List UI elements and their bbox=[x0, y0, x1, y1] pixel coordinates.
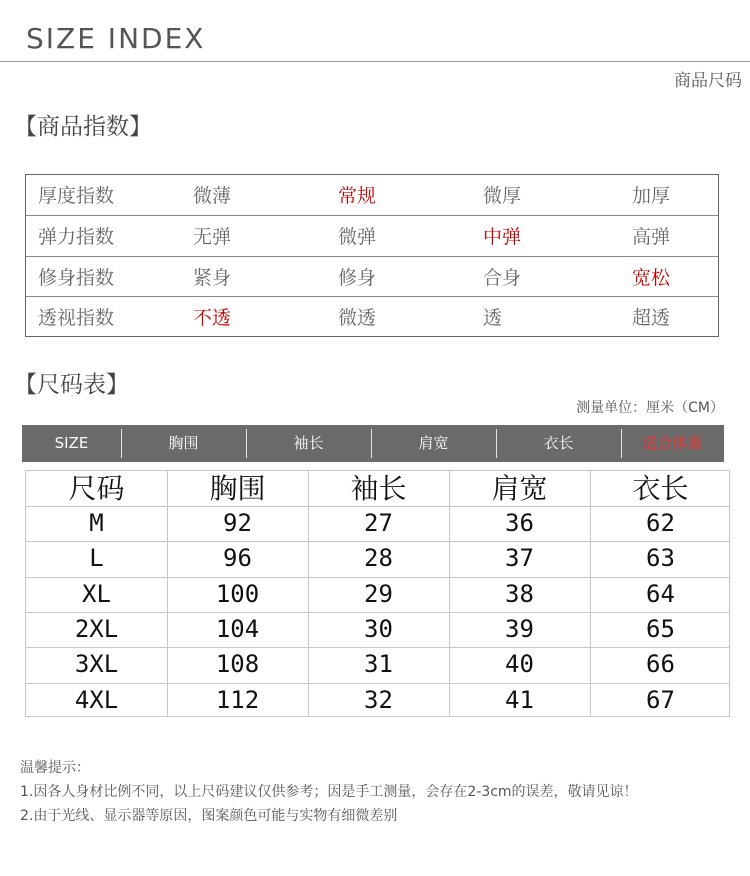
table-cell: 39 bbox=[505, 614, 534, 643]
bar-header-0: SIZE bbox=[54, 434, 89, 452]
size-section-heading: 【尺码表】 bbox=[14, 372, 129, 398]
table-cell: M bbox=[89, 509, 104, 537]
bar-header-5: 适合体重 bbox=[642, 434, 703, 452]
index-option: 微薄 bbox=[193, 185, 232, 207]
index-row bbox=[26, 256, 718, 297]
index-option: 合身 bbox=[483, 267, 522, 289]
index-option: 微透 bbox=[338, 307, 377, 329]
size-col-header: 袖长 bbox=[350, 472, 407, 505]
table-cell: 100 bbox=[215, 579, 260, 608]
table-cell: 27 bbox=[364, 509, 393, 537]
index-row bbox=[26, 215, 718, 256]
col-divider bbox=[590, 471, 591, 716]
index-option: 紧身 bbox=[193, 267, 232, 289]
index-row-label: 修身指数 bbox=[38, 267, 115, 289]
table-row bbox=[26, 683, 729, 718]
table-row bbox=[26, 612, 729, 647]
size-col-header: 胸围 bbox=[209, 472, 266, 505]
bar-header-1: 胸围 bbox=[168, 434, 199, 452]
index-option: 超透 bbox=[632, 307, 671, 329]
index-option: 无弹 bbox=[193, 226, 232, 248]
table-cell: 112 bbox=[215, 685, 260, 714]
index-option-selected: 常规 bbox=[338, 185, 377, 207]
title-divider bbox=[0, 61, 750, 62]
table-cell: 3XL bbox=[74, 650, 119, 679]
product-index-table bbox=[25, 174, 719, 337]
table-cell: XL bbox=[82, 579, 111, 608]
index-option-selected: 中弹 bbox=[483, 226, 522, 248]
table-cell: 66 bbox=[646, 650, 675, 679]
col-divider bbox=[449, 471, 450, 716]
table-cell: 36 bbox=[505, 509, 534, 537]
note-line-2: 2.由于光线、显示器等原因，图案颜色可能与实物有细微差别 bbox=[20, 808, 398, 824]
notes bbox=[20, 756, 638, 828]
index-option: 修身 bbox=[338, 267, 377, 289]
size-chart-table bbox=[25, 470, 730, 717]
size-col-header: 肩宽 bbox=[491, 472, 548, 505]
table-cell: 28 bbox=[364, 544, 393, 573]
index-row-label: 弹力指数 bbox=[38, 226, 115, 248]
table-cell: 65 bbox=[646, 614, 675, 643]
index-row-label: 透视指数 bbox=[38, 307, 115, 329]
note-line-1: 1.因各人身材比例不同，以上尺码建议仅供参考；因是手工测量，会存在2-3cm的误差，敬请见谅！ bbox=[20, 784, 638, 800]
table-cell: 4XL bbox=[74, 685, 119, 714]
table-cell: 29 bbox=[364, 579, 393, 608]
size-header-bar bbox=[22, 425, 724, 462]
table-cell: 2XL bbox=[74, 614, 119, 643]
table-cell: 96 bbox=[223, 544, 252, 573]
notes-title: 温馨提示： bbox=[20, 760, 90, 776]
table-cell: 32 bbox=[364, 685, 393, 714]
index-row bbox=[26, 296, 718, 337]
index-option: 微弹 bbox=[338, 226, 377, 248]
table-cell: 62 bbox=[646, 509, 675, 537]
table-cell: 108 bbox=[215, 650, 260, 679]
unit-note: 测量单位：厘米（CM） bbox=[576, 400, 724, 416]
table-cell: 38 bbox=[505, 579, 534, 608]
table-cell: 40 bbox=[505, 650, 534, 679]
index-option: 高弹 bbox=[632, 226, 671, 248]
table-row bbox=[26, 506, 729, 541]
index-option: 微厚 bbox=[483, 185, 522, 207]
table-row bbox=[26, 647, 729, 682]
table-cell: 104 bbox=[215, 614, 260, 643]
table-cell: 31 bbox=[364, 650, 393, 679]
product-size-label: 商品尺码 bbox=[674, 71, 742, 91]
size-table-header bbox=[26, 471, 729, 506]
table-row bbox=[26, 541, 729, 576]
size-col-header: 尺码 bbox=[68, 472, 125, 505]
index-option: 透 bbox=[483, 307, 503, 329]
index-option: 加厚 bbox=[632, 185, 671, 207]
table-cell: 64 bbox=[646, 579, 675, 608]
index-row bbox=[26, 175, 718, 215]
table-cell: 30 bbox=[364, 614, 393, 643]
table-cell: 63 bbox=[646, 544, 675, 573]
table-cell: 37 bbox=[505, 544, 534, 573]
table-cell: 41 bbox=[505, 685, 534, 714]
index-row-label: 厚度指数 bbox=[38, 185, 115, 207]
col-divider bbox=[308, 471, 309, 716]
bar-header-3: 肩宽 bbox=[418, 434, 449, 452]
table-cell: 67 bbox=[646, 685, 675, 714]
index-option-selected: 不透 bbox=[193, 307, 232, 329]
page-title: SIZE INDEX bbox=[26, 22, 206, 55]
table-row bbox=[26, 577, 729, 612]
table-cell: 92 bbox=[223, 509, 252, 537]
table-cell: L bbox=[89, 544, 104, 573]
bar-header-2: 袖长 bbox=[293, 434, 324, 452]
index-option-selected: 宽松 bbox=[632, 267, 671, 289]
index-section-heading: 【商品指数】 bbox=[14, 114, 152, 140]
size-col-header: 衣长 bbox=[632, 472, 689, 505]
col-divider bbox=[167, 471, 168, 716]
bar-header-4: 衣长 bbox=[543, 434, 574, 452]
